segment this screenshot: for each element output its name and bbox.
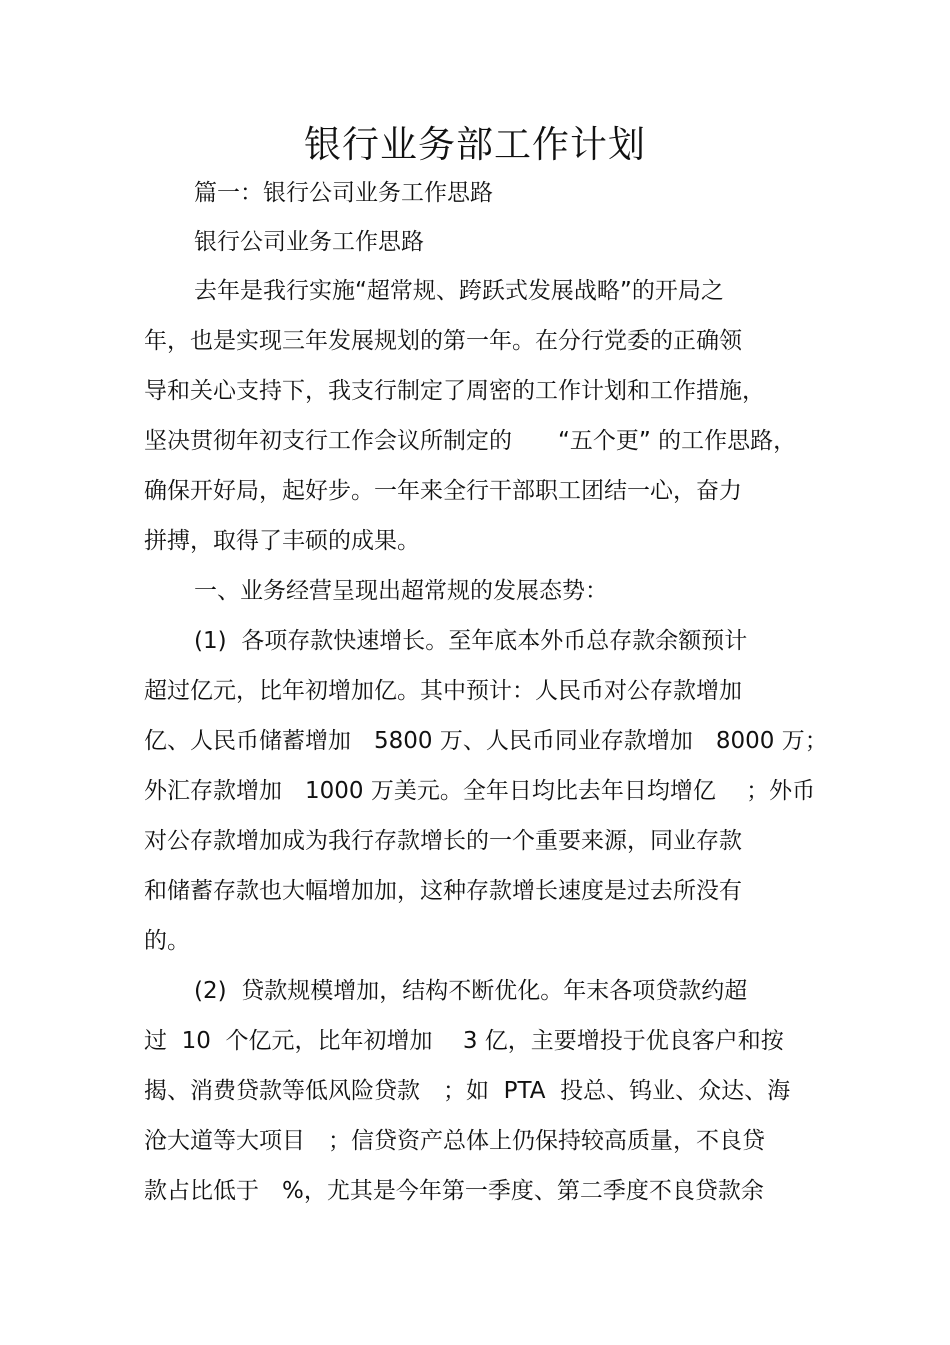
paragraph-line: 过 10 个亿元，比年初增加 3 亿，主要增投于优良客户和按 [144, 1028, 784, 1054]
paragraph-line: 去年是我行实施“超常规、跨跃式发展战略”的开局之 [194, 278, 724, 304]
paragraph-line: 沧大道等大项目 ；信贷资产总体上仍保持较高质量，不良贷 [144, 1128, 765, 1154]
paragraph-line: 外汇存款增加 1000 万美元。全年日均比去年日均增亿 ；外币 [144, 778, 816, 804]
document-title: 银行业务部工作计划 [304, 123, 646, 166]
list-heading: 一、业务经营呈现出超常规的发展态势： [194, 578, 608, 604]
paragraph-line: 和储蓄存款也大幅增加加，这种存款增长速度是过去所没有 [144, 878, 742, 904]
subheading: 银行公司业务工作思路 [194, 229, 424, 255]
section-heading: 篇一：银行公司业务工作思路 [194, 180, 493, 206]
paragraph-line: 年，也是实现三年发展规划的第一年。在分行党委的正确领 [144, 328, 742, 354]
paragraph-line: 确保开好局，起好步。一年来全行干部职工团结一心，奋力 [144, 478, 742, 504]
paragraph-line: 超过亿元，比年初增加亿。其中预计：人民币对公存款增加 [144, 678, 742, 704]
paragraph-line: (1) 各项存款快速增长。至年底本外币总存款余额预计 [194, 628, 748, 654]
paragraph-line: 对公存款增加成为我行存款增长的一个重要来源，同业存款 [144, 828, 742, 854]
paragraph-line: 揭、消费贷款等低风险贷款 ；如 PTA 投总、钨业、众达、海 [144, 1078, 791, 1104]
paragraph-line: 亿、人民币储蓄增加 5800 万、人民币同业存款增加 8000 万； [144, 728, 828, 754]
paragraph-line: (2) 贷款规模增加，结构不断优化。年末各项贷款约超 [194, 978, 748, 1004]
paragraph-line: 拼搏，取得了丰硕的成果。 [144, 528, 420, 554]
paragraph-line: 坚决贯彻年初支行工作会议所制定的 “五个更” 的工作思路， [144, 428, 797, 454]
paragraph-line: 款占比低于 %，尤其是今年第一季度、第二季度不良贷款余 [144, 1178, 764, 1204]
paragraph-line: 的。 [144, 928, 190, 954]
paragraph-line: 导和关心支持下，我支行制定了周密的工作计划和工作措施， [144, 378, 765, 404]
